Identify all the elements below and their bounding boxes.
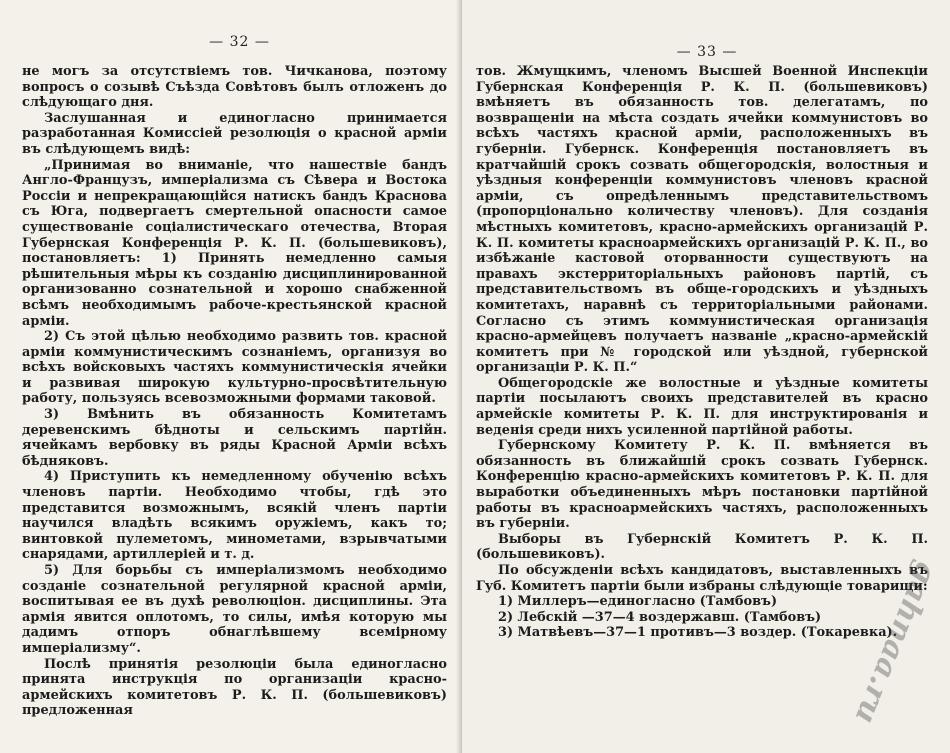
paragraph: „Принимая во вниманіе, что нашествіе бандъ Англо-Французъ, имперіализма съ Сѣвера и Востока Россіи и непрекращающійся натискъ бандъ Краснова съ Юга, подвергаетъ смертельной опасности самое существованіе соціалистическаго отечества, Вторая Губернская Конференція Р. К. П. (большевиковъ), постановляетъ: 1) Принять немедленно самыя рѣшительныя мѣры къ созданію дисциплинированной организованно сознательной и хорошо снабженной всѣмъ необходимымъ рабоче-крестьянской красной арміи. xyxy=(22,157,447,329)
paragraph: Губернскому Комитету Р. К. П. вмѣняется въ обязанность въ ближайшій срокъ созвать Губернск. Конференцію красно-армейскихъ комитетовъ Р. К. П. для выработки объединенныхъ мѣръ постановки партійной работы въ красноармейскихъ частяхъ, расположенныхъ въ губерніи. xyxy=(476,438,928,532)
paragraph: не могъ за отсутствіемъ тов. Чичканова, поэтому вопросъ о созывѣ Съѣзда Совѣтовъ былъ отложенъ до слѣдующаго дня. xyxy=(22,64,447,111)
paragraph: Заслушанная и единогласно принимается разработанная Комиссіей резолюція о красной арміи въ слѣдующемъ видѣ: xyxy=(22,110,447,157)
paragraph: Выборы въ Губернскій Комитетъ Р. К. П. (большевиковъ). xyxy=(476,531,928,563)
paragraph: тов. Жмущкимъ, членомъ Высшей Военной Инспекціи Губернская Конференція Р. К. П. (большевиковъ) вмѣняетъ въ обязанность тов. делегатамъ, по возвращеніи на мѣста создать ячейки коммунистовъ во всѣхъ частяхъ красной арміи, расположенныхъ въ губерніи. Губернск. Конференція постановляетъ въ кратчайшій срокъ созвать общегородскія, волостныя и уѣздныя конференціи коммунистовъ членовъ красной арміи, съ опредѣленнымъ представительствомъ (пропорціонально количеству членовъ). Для созданія мѣстныхъ комитетовъ, красно-армейскихъ организацій Р. К. П. комитеты красноармейскихъ организацій Р. К. П., во избѣжаніе кастовой оторванности существуютъ на правахъ экстерриторіальныхъ районовъ партій, съ представительствомъ въ обще-городскихъ и уѣздныхъ комитетахъ, наравнѣ съ территоріальными районами. Согласно съ этимъ коммунистическая организація красно-армейцевъ получаетъ названіе „красно-армейскій комитетъ при № городской или уѣздной, губернской организаціи Р. К. П.“ xyxy=(476,64,928,376)
paragraph: Послѣ принятія резолюціи была единогласно принята инструкція по организаціи красно-армейскихъ комитетовъ Р. К. П. (большевиковъ) предложенная xyxy=(22,656,447,719)
paragraph: 5) Для борьбы съ имперіализмомъ необходимо созданіе сознательной регулярной красной арміи, воспитывая ее въ духѣ революціон. дисциплины. Эта армія явится оплотомъ, то силы, имѣя которую мы дадимъ отпоръ обнаглѣвшему всемірному имперіализму“. xyxy=(22,563,447,656)
paragraph: 2) Съ этой цѣлью необходимо развить тов. красной арміи коммунистическимъ сознаніемъ, организуя во всѣхъ войсковыхъ частяхъ коммунистическія ячейки и развивая широкую культурно-просвѣтительную работу, пользуясь всевозможными формами таковой. xyxy=(22,329,447,407)
watermark xyxy=(847,556,946,750)
list-item: 3) Матвѣевъ—37—1 противъ—3 воздер. (Токаревка). xyxy=(498,625,898,641)
right-page xyxy=(462,0,950,753)
list-item: 1) Миллеръ—единогласно (Тамбовъ) xyxy=(498,594,778,610)
paragraph: По обсужденіи всѣхъ кандидатовъ, выставленныхъ въ Губ. Комитетъ партіи были избраны слѣдующіе товарищи: xyxy=(476,563,928,594)
paragraph: Общегородскіе же волостные и уѣздные комитеты партіи посылаютъ своихъ представителей въ красно армейскіе комитеты Р. К. П. для инструктированія и веденія среди нихъ усиленной партійной работы. xyxy=(476,375,928,438)
page-number-right: — 33 — xyxy=(676,44,738,60)
paragraph: 4) Приступить къ немедленному обученію всѣхъ членовъ партіи. Необходимо чтобы, гдѣ это представится возможнымъ, всякій членъ партіи научился владѣть всякимъ оружіемъ, какъ то; винтовкой пулеметомъ, минометами, взрывчатыми снарядами, артиллеріей и т. д. xyxy=(22,469,447,563)
watermark-text: gahnaa.ru xyxy=(847,556,944,729)
page-number-left: — 32 — xyxy=(209,34,270,50)
list-item: 2) Лебскій —37—4 воздержавш. (Тамбовъ) xyxy=(498,609,822,625)
left-page xyxy=(0,0,462,753)
paragraph: 3) Вмѣнить въ обязанность Комитетамъ деревенскимъ бѣдноты и сельскимъ партійн. ячейкамъ вербовку въ ряды Красной Арміи всѣхъ бѣдняковъ. xyxy=(22,407,447,469)
